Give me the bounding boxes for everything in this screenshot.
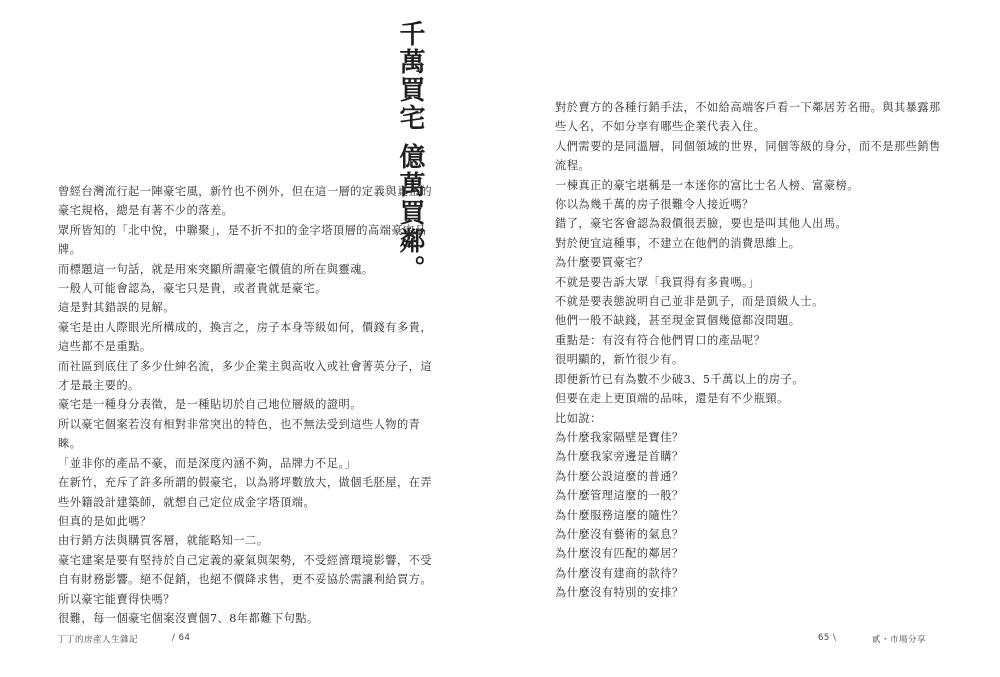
paragraph: 豪宅是由人際眼光所構成的，換言之，房子本身等級如何，價錢有多貴，這些都不是重點。 (58, 320, 433, 354)
paragraph: 人們需要的是同溫層，同個領域的世界，同個等級的身分，而不是那些銷售流程。 (555, 139, 941, 173)
paragraph: 所以豪宅能賣得快嗎？ (58, 592, 175, 606)
paragraph: 為什麼沒有匹配的鄰居？ (555, 547, 684, 561)
paragraph: 為什麼要買豪宅？ (555, 256, 649, 270)
paragraph: 豪宅是一種身分表徵，是一種貼切於自己地位層級的證明。 (58, 398, 362, 412)
left-page-body (58, 182, 443, 628)
paragraph: 一般人可能會認為，豪宅只是貴，或者貴就是豪宅。 (58, 282, 327, 296)
paragraph: 對於便宜這種事，不建立在他們的消費思維上。 (555, 236, 801, 250)
right-page (500, 0, 1000, 677)
paragraph: 但要在走上更頂端的品味，還是有不少瓶頸。 (555, 392, 789, 406)
chapter-footer: 貳・市場分享 (872, 635, 927, 645)
right-page-number: 65 \ (818, 633, 837, 643)
paragraph: 錯了，豪宅客會認為殺價很丟臉，要也是叫其他人出馬。 (555, 217, 848, 231)
left-page-number: / 64 (172, 633, 191, 643)
paragraph: 你以為幾千萬的房子很難令人接近嗎？ (555, 198, 754, 212)
paragraph: 而社區到底住了多少仕紳名流，多少企業主與高收入或社會菁英分子，這才是最主要的。 (58, 359, 433, 393)
paragraph: 在新竹，充斥了許多所謂的假豪宅，以為將坪數放大，做個毛胚屋，在弄些外籍設計建築師，就想自己定位成金字塔頂端。 (58, 476, 433, 509)
paragraph: 一棟真正的豪宅堪稱是一本迷你的富比士名人榜、富豪榜。 (555, 178, 859, 192)
paragraph: 即便新竹已有為數不少破3、5千萬以上的房子。 (555, 372, 804, 386)
paragraph: 很難，每一個豪宅個案沒賣個7、8年都難下句點。 (58, 611, 319, 625)
paragraph: 為什麼沒有特別的安排？ (555, 586, 684, 600)
paragraph: 為什麼沒有建商的款待？ (555, 566, 684, 580)
paragraph: 眾所皆知的「北中悅，中聯聚」，是不折不扣的金字塔頂層的高端豪宅品牌。 (58, 223, 427, 257)
paragraph: 這是對其錯誤的見解。 (58, 301, 175, 315)
book-title-footer: 丁丁的房產人生雜記 (57, 635, 139, 645)
paragraph: 對於賣方的各種行銷手法，不如給高端客戶看一下鄰居芳名冊。與其暴露那些人名，不如分享有哪些企業代表入住。 (555, 101, 941, 134)
paragraph: 「並非你的產品不豪，而是深度內涵不夠，品牌力不足。」 (58, 456, 357, 470)
paragraph: 為什麼沒有藝術的氣息？ (555, 527, 684, 541)
paragraph: 不就是要表態說明自己並非是凱子，而是頂級人士。 (555, 295, 824, 309)
paragraph: 為什麼公設這麼的普通？ (555, 469, 684, 483)
paragraph: 比如說： (555, 411, 602, 425)
paragraph: 為什麼我家旁邊是首購？ (555, 450, 684, 464)
paragraph: 很明顯的，新竹很少有。 (555, 353, 684, 367)
paragraph: 所以豪宅個案若沒有相對非常突出的特色，也不無法受到這些人物的青睞。 (58, 417, 421, 451)
chapter-title: 千萬買宅 億萬買鄰。 (395, 20, 425, 284)
paragraph: 而標題這一句話，就是用來突顯所謂豪宅價值的所在與靈魂。 (58, 262, 374, 276)
paragraph: 為什麼服務這麼的隨性？ (555, 508, 684, 522)
right-page-body (555, 98, 945, 603)
paragraph: 為什麼我家隔壁是寶佳？ (555, 430, 684, 444)
paragraph: 豪宅建案是要有堅持於自己定義的豪氣與架勢，不受經濟環境影響，不受自有財務影響。絕不促銷，也絕不價降求售，更不妥協於需讓利給買方。 (58, 553, 433, 587)
paragraph: 不就是要告訴大眾「我買得有多貴嗎。」 (555, 275, 760, 289)
paragraph: 重點是：有沒有符合他們胃口的產品呢？ (555, 333, 766, 347)
paragraph: 他們一般不缺錢，甚至現金買個幾億都沒問題。 (555, 314, 801, 328)
paragraph: 為什麼管理這麼的一般？ (555, 489, 684, 503)
paragraph: 曾經台灣流行起一陣豪宅風，新竹也不例外，但在這一層的定義與真正的豪宅規格，總是有著不少的落差。 (58, 185, 433, 218)
paragraph: 但真的是如此嗎？ (58, 514, 152, 528)
paragraph: 由行銷方法與購買客層，就能略知一二。 (58, 534, 269, 548)
